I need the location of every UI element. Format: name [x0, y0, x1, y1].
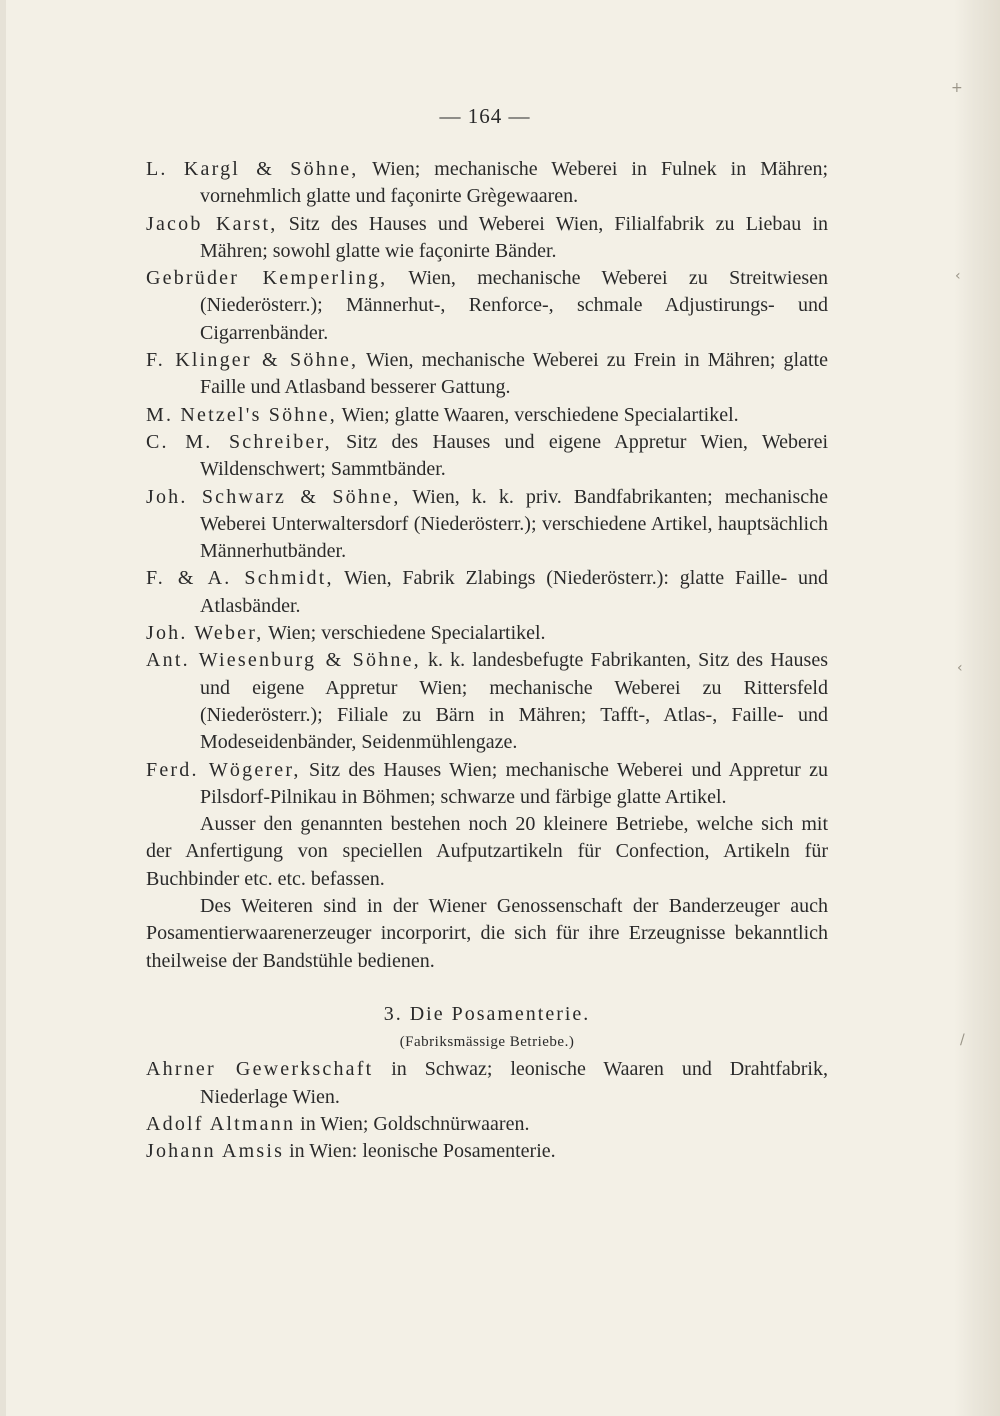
list-item — [146, 484, 828, 566]
company-name: M. Netzel's Söhne, — [146, 403, 337, 426]
list-item — [146, 156, 828, 211]
left-page-edge — [0, 0, 6, 1416]
company-description: k. k. landesbefugte Fabrikanten, Sitz des Hauses und eigene Appretur Wien; mechanische Weberei zu Rittersfeld (Niederösterr.); Filiale zu Bärn in Mähren; Tafft-, Atlas-, Faille- und Modeseidenbänder, Seidenmühlengaze. — [200, 649, 828, 754]
edge-mark: / — [960, 1032, 965, 1048]
company-name: Ant. Wiesenburg & Söhne, — [146, 649, 421, 672]
company-description: in Wien; Goldschnürwaaren. — [295, 1112, 530, 1135]
section-heading: 3. Die Posamenterie. — [383, 1002, 591, 1025]
list-item — [146, 211, 828, 266]
list-item — [146, 647, 828, 756]
edge-mark: ‹ — [955, 268, 961, 284]
list-item — [146, 347, 828, 402]
paragraph: Des Weiteren sind in der Wiener Genossenschaft der Banderzeuger auch Posamentierwaarenerzeuger incorporirt, die sich für ihre Erzeugnisse bekanntlich theilweise der Bandstühle bedienen. — [146, 895, 828, 972]
company-description: Wien; glatte Waaren, verschiedene Specialartikel. — [336, 403, 739, 426]
list-item — [146, 620, 828, 647]
paragraph: Ausser den genannten bestehen noch 20 kleinere Betriebe, welche sich mit der Anfertigung von speciellen Aufputzartikeln für Confection, Artikeln für Buchbinder etc. etc. befassen. — [146, 813, 828, 890]
list-item — [146, 429, 828, 484]
main-text — [146, 156, 828, 1165]
list-item — [146, 1111, 828, 1138]
company-description: Sitz des Hauses und eigene Appretur Wien, Weberei Wildenschwert; Sammtbänder. — [200, 430, 828, 481]
company-name: Joh. Schwarz & Söhne, — [146, 485, 401, 508]
edge-mark: + — [951, 80, 963, 96]
list-item — [146, 402, 828, 429]
company-name: Gebrüder Kemperling, — [146, 267, 388, 290]
edge-mark: ‹ — [957, 660, 963, 676]
company-name: Ferd. Wögerer, — [146, 758, 301, 781]
company-description: Wien; verschiedene Specialartikel. — [263, 622, 546, 645]
company-description: Wien, mechanische Weberei zu Streitwiesen (Niederösterr.); Männerhut-, Renforce-, schmale Adjustirungs- und Cigarrenbänder. — [200, 267, 829, 344]
company-name: Johann Amsis — [146, 1140, 285, 1163]
posamenterie-list — [146, 1056, 828, 1165]
company-name: Adolf Altmann — [146, 1112, 296, 1135]
list-item — [146, 1138, 828, 1165]
company-description: Wien; mechanische Weberei in Fulnek in Mähren; vornehmlich glatte und façonirte Grègewaaren. — [200, 158, 828, 208]
list-item — [146, 1056, 828, 1111]
section-subheading: (Fabriksmässige Betriebe.) — [399, 1034, 575, 1051]
company-description: Sitz des Hauses und Weberei Wien, Filialfabrik zu Liebau in Mähren; sowohl glatte wie façonirte Bänder. — [200, 212, 829, 262]
company-description: Sitz des Hauses Wien; mechanische Weberei und Appretur zu Pilsdorf-Pilnikau in Böhmen; schwarze und färbige glatte Artikel. — [200, 758, 829, 808]
company-name: L. Kargl & Söhne, — [146, 158, 359, 180]
right-page-edge — [954, 0, 1000, 1416]
company-description: Wien, Fabrik Zlabings (Niederösterr.): glatte Faille- und Atlasbänder. — [200, 567, 828, 617]
company-name: Ahrner Gewerkschaft — [146, 1058, 374, 1081]
list-item — [146, 757, 828, 812]
company-list — [146, 156, 828, 811]
company-name: Jacob Karst, — [146, 212, 278, 235]
company-description: Wien, k. k. priv. Bandfabrikanten; mechanische Weberei Unterwaltersdorf (Niederösterr.); verschiedene Artikel, hauptsächlich Männerhutbänder. — [200, 485, 829, 563]
list-item — [146, 265, 828, 347]
company-description: in Schwaz; leonische Waaren und Drahtfabrik, Niederlage Wien. — [200, 1058, 828, 1108]
company-name: C. M. Schreiber, — [146, 430, 332, 453]
company-name: F. Klinger & Söhne, — [146, 349, 359, 372]
company-name: F. & A. Schmidt, — [146, 567, 334, 590]
page-number: — 164 — — [439, 104, 531, 128]
company-name: Joh. Weber, — [146, 622, 264, 645]
company-description: in Wien: leonische Posamenterie. — [284, 1140, 556, 1163]
company-description: Wien, mechanische Weberei zu Frein in Mähren; glatte Faille und Atlasband besserer Gattung. — [200, 349, 828, 399]
list-item — [146, 565, 828, 620]
